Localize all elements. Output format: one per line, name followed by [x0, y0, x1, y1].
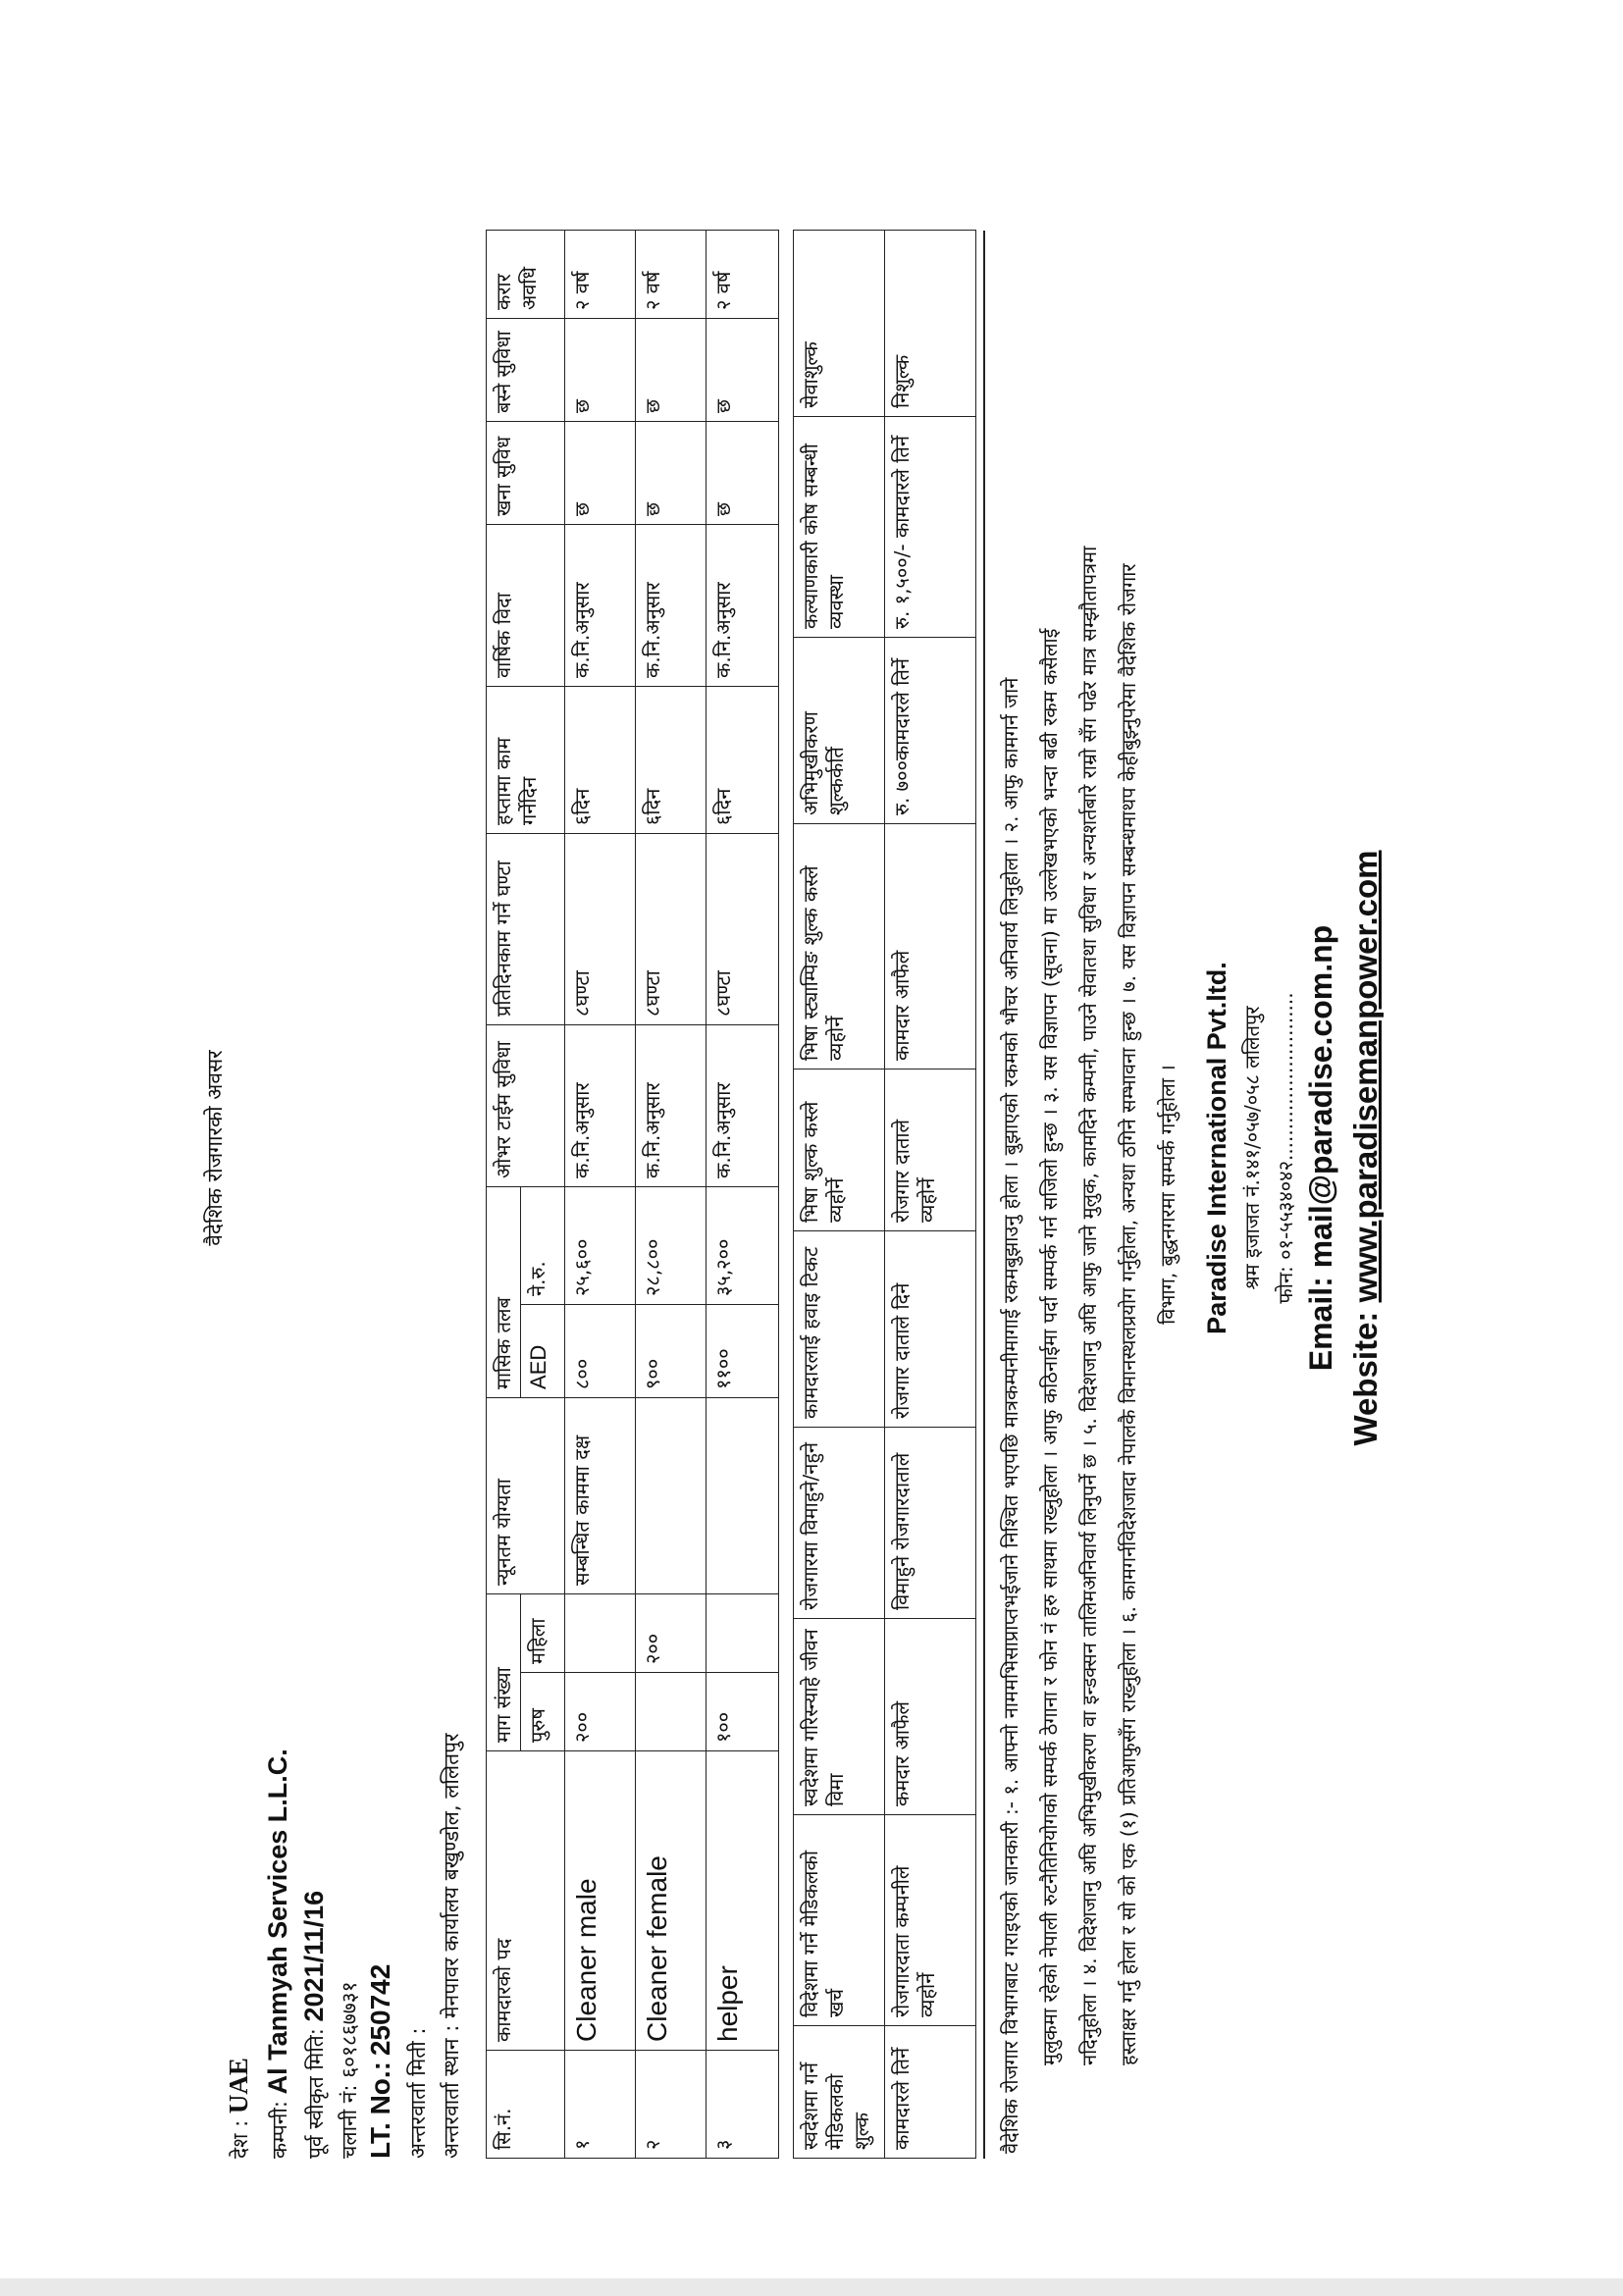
row-accommodation: छ	[636, 318, 707, 421]
header-overtime: ओभर टाईम सुविधा	[487, 1024, 565, 1186]
row-overtime: क.नि.अनुसार	[636, 1024, 707, 1186]
agency-name: Paradise International Pvt.ltd.	[1202, 962, 1231, 1334]
table-row	[707, 230, 779, 2158]
header-accommodation: बस्ने सुविधा	[487, 318, 565, 421]
chalani-number: ६०१८६७७३१	[338, 1981, 361, 2078]
interview-date-label: अन्तरवार्ता मिती :	[406, 2027, 430, 2159]
interview-place-label: अन्तरवार्ता स्थान :	[440, 2024, 463, 2159]
fee-value-air-ticket: रोजगार दाताले दिने	[885, 1231, 976, 1428]
website-label: Website:	[1347, 1302, 1384, 1446]
note-line: मुलुकमा रहेको नेपाली रुटनैतिनियोगको सम्पर्क ठेगाना र फोन नं हरु साथमा राख्नुहोला । आफु कठिनाईमा पर्दा सम्पर्क गर्न सजिलो हुन्छ । ३. यस विज्ञापन (सूचना) मा उल्लेखभएको भन्दा बढी रकम कसैलाई	[1038, 628, 1062, 2065]
fee-header-orientation: अभिमुखीकरण शुल्कर्कर्ति	[794, 638, 885, 824]
row-qualification	[707, 1397, 779, 1593]
row-contract: २ वर्ष	[636, 230, 707, 318]
header-annual-leave: वार्षिक विदा	[487, 524, 565, 686]
interview-date-line	[404, 2028, 432, 2159]
fee-value-service-charge: निशुल्क	[885, 231, 976, 417]
row-sn: ३	[707, 2051, 779, 2159]
approval-label: पूर्व स्वीकृत मिति:	[304, 2028, 328, 2159]
row-weekly-days: ६दिन	[636, 686, 707, 833]
row-contract: २ वर्ष	[565, 230, 636, 318]
row-weekly-days: ६दिन	[707, 686, 779, 833]
row-post: Cleaner male	[565, 1751, 636, 2051]
row-female	[707, 1593, 779, 1672]
job-table	[486, 230, 779, 2159]
note-line: नदिनुहोला । ४. विदेशजानु अघि अभिमुखीकरण वा इन्डक्सन तालिमअनिवार्य लिनुपर्ने छ । ५. विदेशजानु अघि आफु जाने मुलुक, कामदिने कम्पनी, पाउने सेवातथा सुविधा र अन्यशर्तबारे राम्रो सँग पढेर मात्र सम्झौतापत्रमा	[1077, 546, 1101, 2065]
table-row	[636, 230, 707, 2158]
row-npr: २५,६००	[565, 1186, 636, 1304]
row-accommodation: छ	[565, 318, 636, 421]
fee-header-service-charge: सेवाशुल्क	[794, 231, 885, 417]
country-line	[224, 2058, 254, 2159]
header-weekly-days: हप्तामा काम गर्नेदिन	[487, 686, 565, 833]
header-sn: सि.नं.	[487, 2051, 565, 2159]
row-post: helper	[707, 1751, 779, 2051]
row-daily-hours: ८घण्टा	[707, 833, 779, 1024]
fee-header-air-ticket: कामदारलाई हवाइ टिकट	[794, 1231, 885, 1428]
page-heading: वैदेशिक रोजगारको अवसर	[203, 1050, 227, 1246]
agency-email: Email: mail@paradise.com.np	[1303, 924, 1338, 1372]
row-npr: २८,८००	[636, 1186, 707, 1304]
fee-value-welfare-fund: रु. १,५००/- कामदारले तिर्ने	[885, 417, 976, 638]
fee-header-visa-stamping: भिषा स्ट्याम्पिङ शुल्क कस्ले व्यहोर्ने	[794, 824, 885, 1070]
fee-value-job-insurance: विमाहुने रोजगारदाताले	[885, 1428, 976, 1619]
fee-header-row	[794, 231, 885, 2159]
fee-table	[793, 230, 976, 2159]
fee-value-visa-fee: रोजगार दाताले व्यहोर्ने	[885, 1070, 976, 1231]
fee-value-domestic-medical: कामदारले तिर्ने	[885, 2026, 976, 2159]
fee-header-visa-fee: भिषा शुल्क कस्ले व्यहोर्ने	[794, 1070, 885, 1231]
note-line: हस्ताक्षर गर्नु होला र सो को एक (१) प्रतिआफुसँग राख्नुहोला । ६. कामगर्नविदेशजादा नेपालकै विमानस्थलप्रयोग गर्नुहोला, अन्यथा ठगिने सम्भावना हुन्छ । ७. यस विज्ञापन सम्बन्धमाथप केहीबुझ्नुपरेमा वैदेशिक रोजगार	[1117, 563, 1140, 2065]
header-demand: माग संख्या	[487, 1593, 521, 1750]
row-daily-hours: ८घण्टा	[565, 833, 636, 1024]
row-weekly-days: ६दिन	[565, 686, 636, 833]
fee-value-row	[885, 231, 976, 2159]
notes-divider	[983, 231, 985, 2159]
row-male: २००	[565, 1673, 636, 1751]
fee-value-foreign-medical: रोजगारदाता कम्पनीले व्यहोर्ने	[885, 1815, 976, 2026]
fee-header-foreign-medical: विदेशमा गर्ने मेडिकलको खर्च	[794, 1815, 885, 2026]
header-female: महिला	[521, 1593, 565, 1672]
country-label: देश :	[229, 2119, 252, 2159]
agency-phone: फोन: ०१-५५३४०४२...........................	[1274, 992, 1297, 1304]
row-overtime: क.नि.अनुसार	[707, 1024, 779, 1186]
lt-number: 250742	[365, 1963, 395, 2057]
row-food: छ	[707, 421, 779, 524]
header-post: कामदारको पद	[487, 1751, 565, 2051]
row-sn: १	[565, 2051, 636, 2159]
chalani-line	[336, 1982, 363, 2159]
fee-value-visa-stamping: कामदार आफैले	[885, 824, 976, 1070]
header-aed: AED	[521, 1304, 565, 1397]
header-npr: ने.रु.	[521, 1186, 565, 1304]
note-line: विभाग, बुद्धनगरमा सम्पर्क गर्नुहोला ।	[1156, 1065, 1179, 1325]
row-npr: ३५,२००	[707, 1186, 779, 1304]
row-aed: ११००	[707, 1304, 779, 1397]
notes-block	[991, 235, 1187, 2154]
interview-place-line	[438, 1733, 465, 2159]
note-line: वैदेशिक रोजगार विभागबाट गराइएको जानकारी :- १. आफ्नो नाममभिसाप्राप्तभईजाने निश्चित भएपछि मात्रकम्पनीमागाई रकमबुझाउनु होला । बुझाएको रकमको भौचर अनिवार्य लिनुहोला । २. आफु कामगर्न जाने	[999, 677, 1022, 2154]
company-value: Al Tanmyah Services L.L.C.	[263, 1748, 292, 2095]
interview-place-value: मेनपावर कार्यालय बखुण्डोल, ललितपुर	[440, 1733, 463, 2019]
row-aed: ८००	[565, 1304, 636, 1397]
header-daily-hours: प्रतिदिनकाम गर्ने घण्टा	[487, 833, 565, 1024]
company-line	[263, 1748, 293, 2159]
agency-website-line	[1347, 0, 1385, 2296]
row-female: २००	[636, 1593, 707, 1672]
row-annual-leave: क.नि.अनुसार	[565, 524, 636, 686]
fee-header-job-insurance: रोजगारमा विमाहुने/नहुने	[794, 1428, 885, 1619]
header-qualification: न्यूनतम योग्यता	[487, 1397, 565, 1593]
row-male: १००	[707, 1673, 779, 1751]
row-female	[565, 1593, 636, 1672]
agency-permit: श्रम इजाजत नं.१४१/०५७/०५८ ललितपुर	[1240, 1006, 1264, 1290]
header-contract: करार अवधि	[487, 230, 565, 318]
row-male	[636, 1673, 707, 1751]
row-accommodation: छ	[707, 318, 779, 421]
approval-date: 2021/11/16	[299, 1890, 329, 2022]
row-sn: २	[636, 2051, 707, 2159]
lt-label: LT. No.:	[365, 2061, 395, 2159]
row-post: Cleaner female	[636, 1751, 707, 2051]
approval-line	[299, 1891, 330, 2159]
lt-line	[365, 1964, 396, 2159]
fee-header-domestic-medical: स्वदेशमा गर्ने मेडिकलको शुल्क	[794, 2026, 885, 2159]
company-label: कम्पनी:	[268, 2101, 291, 2159]
fee-header-life-insurance: स्वदेशमा गरिस्न्याहे जीवन विमा	[794, 1619, 885, 1815]
row-overtime: क.नि.अनुसार	[565, 1024, 636, 1186]
fee-value-life-insurance: कमदार आफैले	[885, 1619, 976, 1815]
header-male: पुरुष	[521, 1673, 565, 1751]
row-daily-hours: ८घण्टा	[636, 833, 707, 1024]
row-contract: २ वर्ष	[707, 230, 779, 318]
country-value: UAE	[224, 2058, 253, 2114]
row-qualification	[636, 1397, 707, 1593]
header-food: खना सुविध	[487, 421, 565, 524]
row-qualification: सम्बन्धित काममा दक्ष	[565, 1397, 636, 1593]
fee-header-welfare-fund: कल्याणकारी कोष सम्बन्धी व्यवस्था	[794, 417, 885, 638]
row-aed: ९००	[636, 1304, 707, 1397]
chalani-label: चलानी नं:	[338, 2084, 361, 2159]
fee-value-orientation: रु. ७००कामदारले तिर्ने	[885, 638, 976, 824]
table-row	[565, 230, 636, 2158]
row-annual-leave: क.नि.अनुसार	[707, 524, 779, 686]
website-link[interactable]: www.paradisemanpower.com	[1347, 850, 1384, 1303]
row-food: छ	[565, 421, 636, 524]
scan-bottom-edge	[0, 2278, 1623, 2296]
row-annual-leave: क.नि.अनुसार	[636, 524, 707, 686]
header-salary: मासिक तलब	[487, 1186, 521, 1397]
row-food: छ	[636, 421, 707, 524]
